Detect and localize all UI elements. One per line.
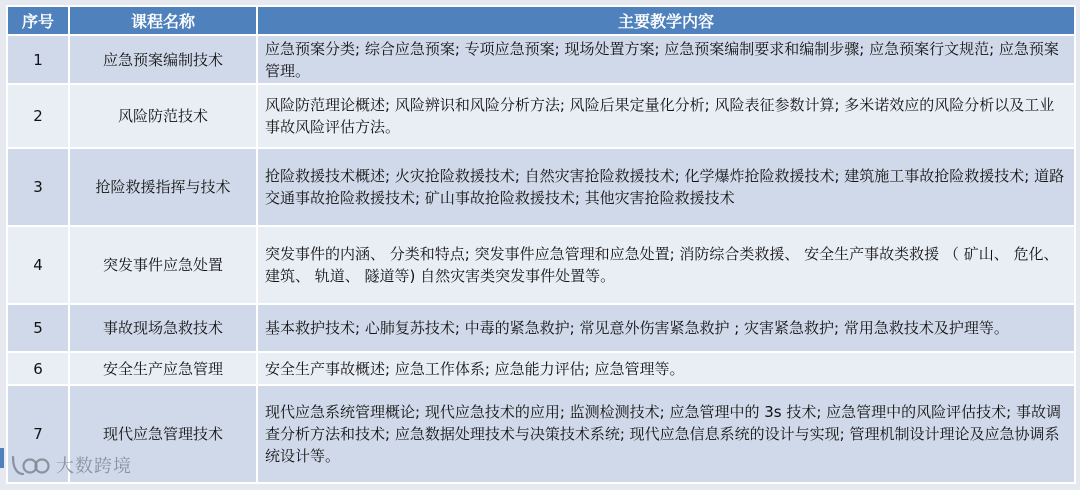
table-header-row [7, 6, 1075, 35]
course-content: 风险防范理论概述; 风险辨识和风险分析方法; 风险后果定量化分析; 风险表征参数计算; 多米诺效应的风险分析以及工业事故风险评估方法。 [257, 84, 1075, 148]
course-name: 抢险救援指挥与技术 [69, 148, 257, 226]
course-name: 事故现场急救技术 [69, 304, 257, 352]
header-course-name: 课程名称 [69, 6, 257, 35]
course-name: 现代应急管理技术 [69, 385, 257, 483]
row-number: 4 [7, 226, 69, 304]
course-content: 抢险救援技术概述; 火灾抢险救援技术; 自然灾害抢险救援技术; 化学爆炸抢险救援技术; 建筑施工事故抢险救援技术; 道路交通事故抢险救援技术; 矿山事故抢险救援技术; 其他灾害抢险救援技术 [257, 148, 1075, 226]
header-number: 序号 [7, 6, 69, 35]
watermark-text: 大数跨境 [56, 456, 132, 477]
course-content: 突发事件的内涵、 分类和特点; 突发事件应急管理和应急处置; 消防综合类救援、 安全生产事故类救援 （ 矿山、 危化、 建筑、 轨道、 隧道等) 自然灾害类突发事件处置等。 [257, 226, 1075, 304]
table-row [7, 148, 1075, 226]
course-content: 安全生产事故概述; 应急工作体系; 应急能力评估; 应急管理等。 [257, 352, 1075, 385]
row-number: 3 [7, 148, 69, 226]
table-row [7, 352, 1075, 385]
row-number: 5 [7, 304, 69, 352]
row-number: 6 [7, 352, 69, 385]
table-row [7, 35, 1075, 84]
row-number: 7 [7, 385, 69, 483]
course-table [6, 5, 1076, 484]
header-content: 主要教学内容 [257, 6, 1075, 35]
table-row [7, 385, 1075, 483]
row-number: 1 [7, 35, 69, 84]
watermark [10, 452, 132, 478]
course-name: 应急预案编制技术 [69, 35, 257, 84]
table-row [7, 304, 1075, 352]
course-name: 突发事件应急处置 [69, 226, 257, 304]
table-row [7, 226, 1075, 304]
table-row [7, 84, 1075, 148]
course-content: 基本救护技术; 心肺复苏技术; 中毒的紧急救护; 常见意外伤害紧急救护 ; 灾害紧急救护; 常用急救技术及护理等。 [257, 304, 1075, 352]
row-number: 2 [7, 84, 69, 148]
course-name: 风险防范技术 [69, 84, 257, 148]
course-name: 安全生产应急管理 [69, 352, 257, 385]
course-content: 应急预案分类; 综合应急预案; 专项应急预案; 现场处置方案; 应急预案编制要求和编制步骤; 应急预案行文规范; 应急预案管理。 [257, 35, 1075, 84]
left-edge-accent [0, 448, 4, 468]
dashuju-logo-icon [10, 452, 50, 478]
course-content: 现代应急系统管理概论; 现代应急技术的应用; 监测检测技术; 应急管理中的 3s 技术; 应急管理中的风险评估技术; 事故调查分析方法和技术; 应急数据处理技术与决策技术系统; 现代应急信息系统的设计与实现; 管理机制设计理论及应急协调系统设计等。 [257, 385, 1075, 483]
